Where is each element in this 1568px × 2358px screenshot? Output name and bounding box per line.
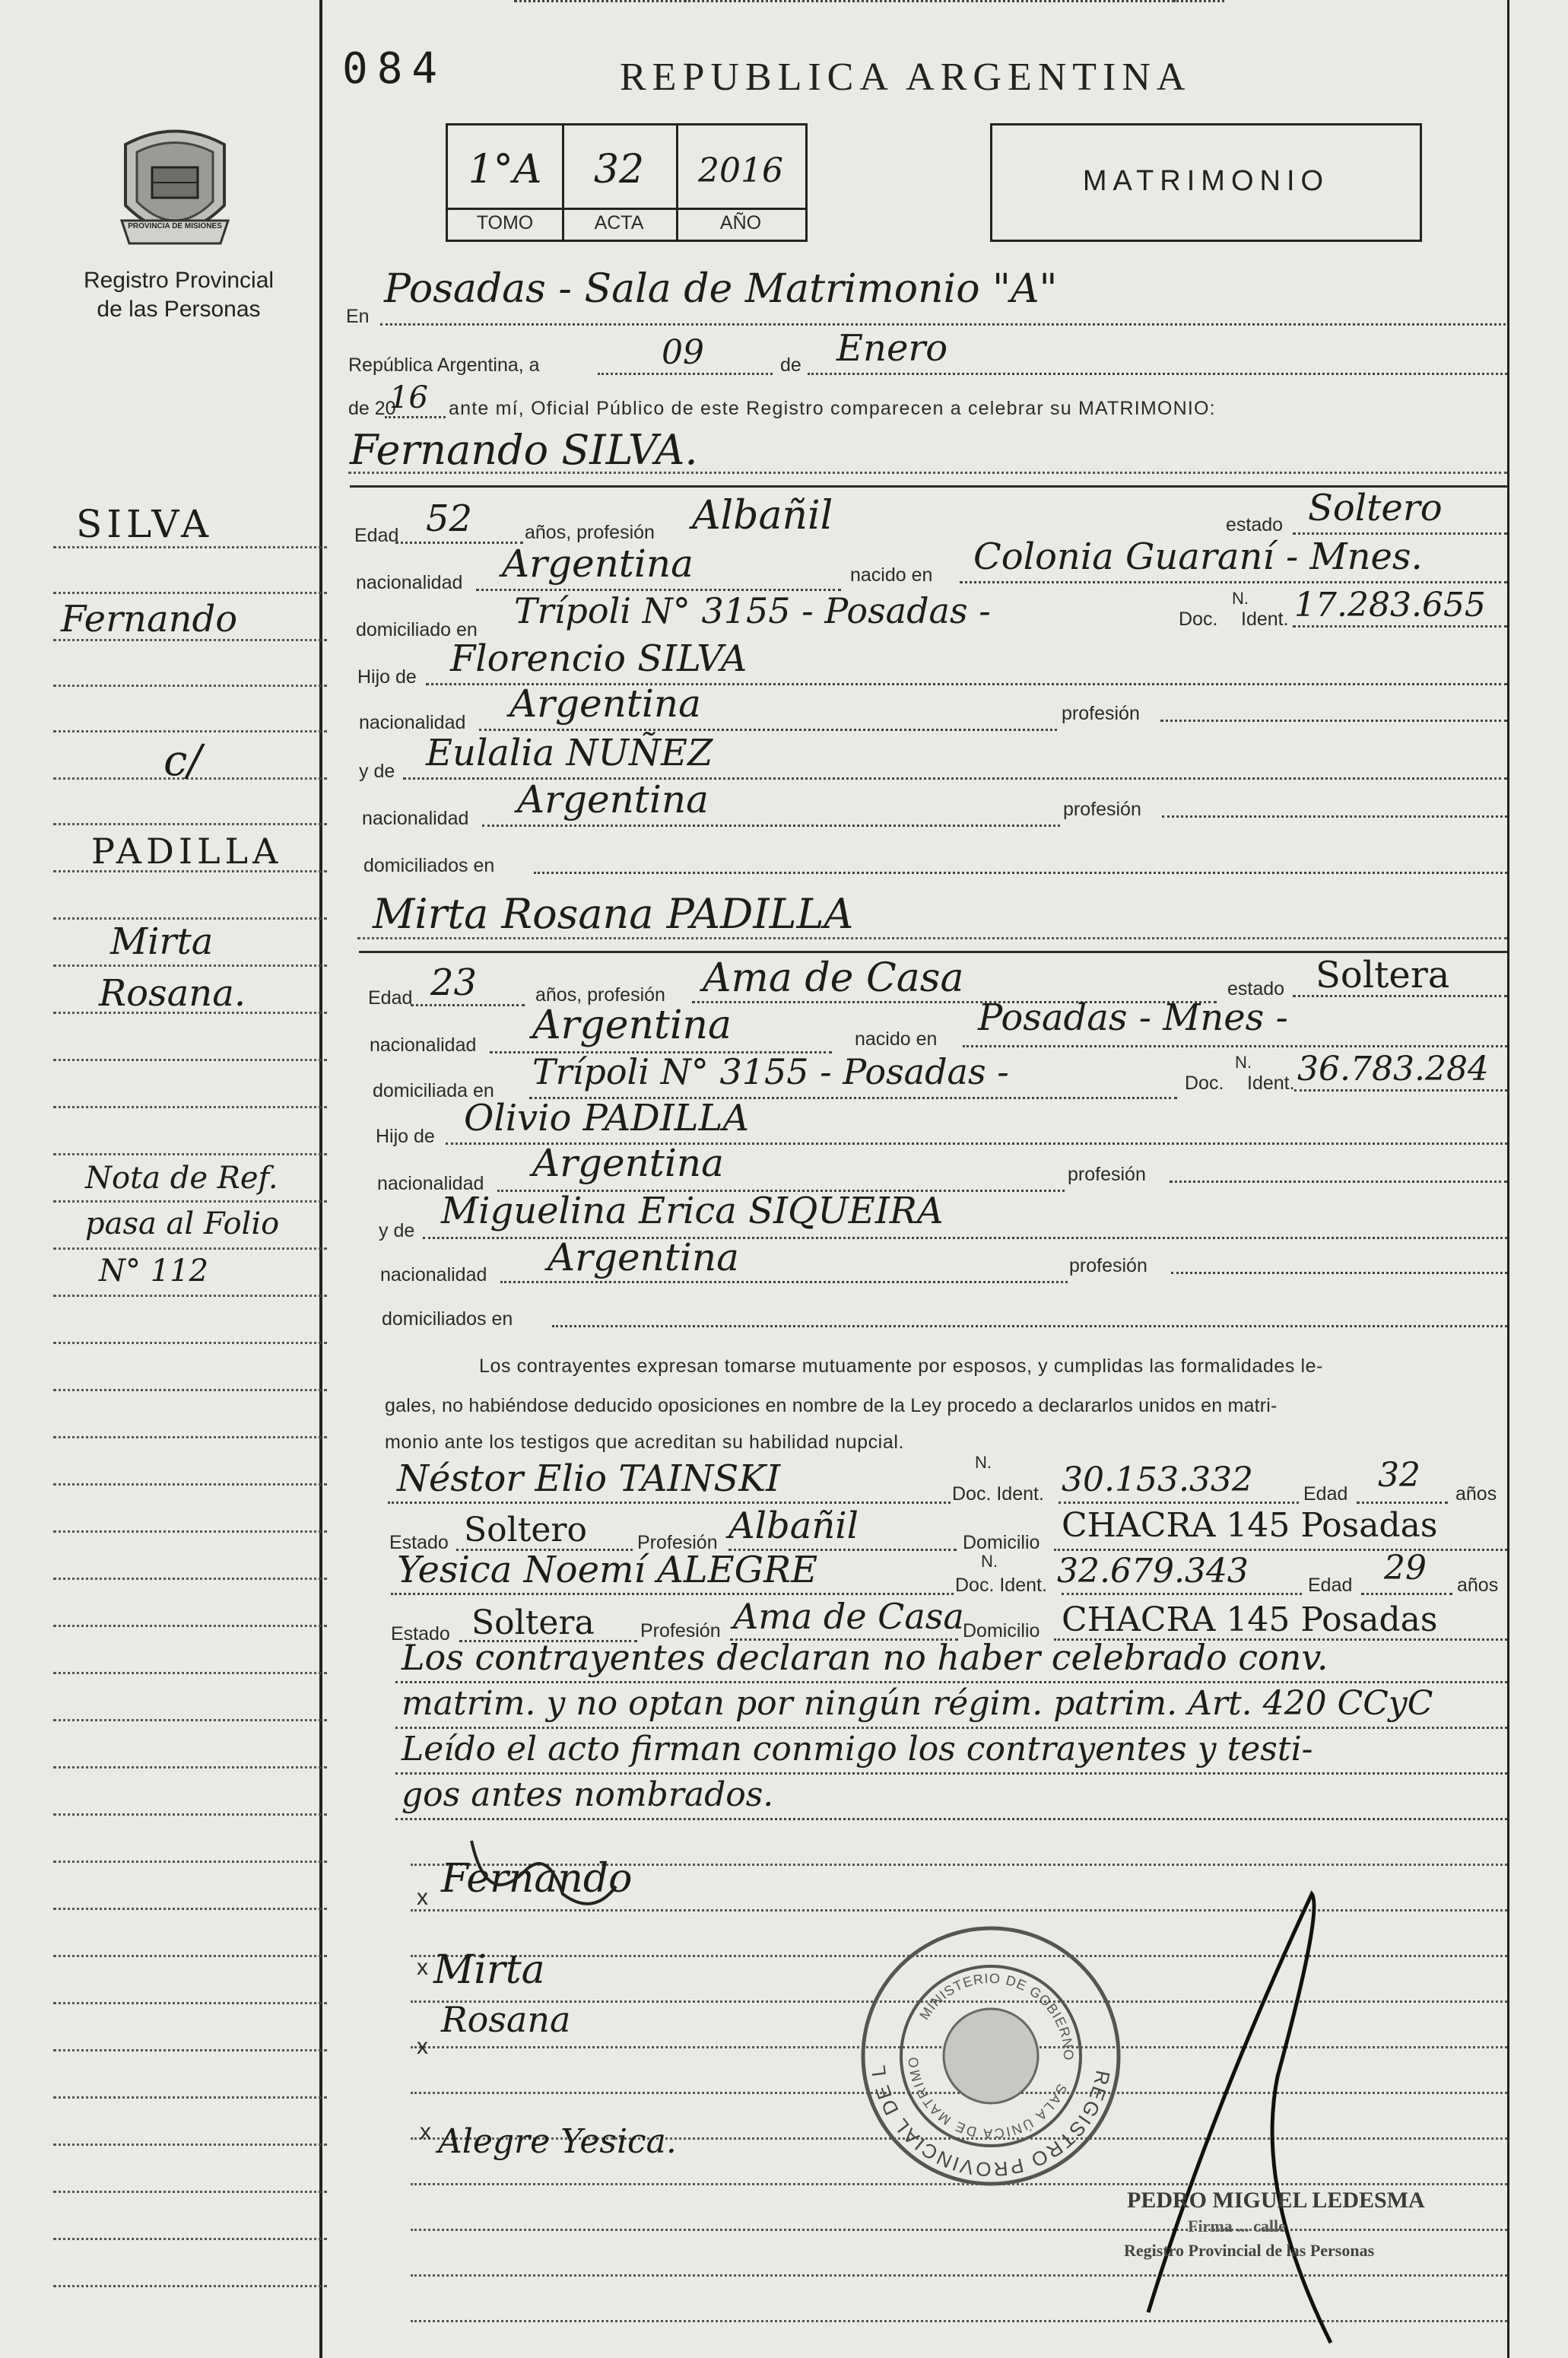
witness1-status: Soltero [464, 1511, 587, 1549]
bride-status-label: estado [1227, 978, 1285, 999]
registry-name-1: Registro Provincial [83, 268, 275, 293]
left-margin-line [319, 0, 322, 2358]
acta-value: 32 [593, 147, 645, 192]
groom-parents-domicile-label: domiciliados en [363, 855, 495, 876]
witness1-doc: 30.153.332 [1062, 1460, 1253, 1499]
margin-surname: SILVA [76, 502, 214, 546]
witness2-years-label: años [1457, 1575, 1499, 1596]
margin-note-2: pasa al Folio [85, 1206, 280, 1241]
bride-doc-number: 36.783.284 [1297, 1050, 1489, 1088]
groom-age: 52 [426, 497, 473, 540]
witness2-name: Yesica Noemí ALEGRE [397, 1549, 818, 1591]
official-name: PEDRO MIGUEL LEDESMA [1127, 2188, 1425, 2213]
sign-mark-4: x [420, 2119, 431, 2144]
anio-value: 2016 [698, 151, 783, 190]
groom-mother: Eulalia NUÑEZ [426, 732, 713, 774]
ceremony-day: 09 [662, 333, 704, 372]
margin-surname-2: PADILLA [91, 831, 283, 872]
margin-con: c/ [163, 736, 202, 786]
stamp-bottom-text: MINISTERIO DE GOBIERNO [916, 1970, 1077, 2061]
record-type-box [990, 123, 1422, 242]
margin-firstname: Fernando [61, 598, 238, 640]
signature-bride-2: Rosana [441, 1999, 571, 2040]
bride-status: Soltera [1316, 954, 1450, 996]
groom-doc-number: 17.283.655 [1294, 586, 1486, 624]
witness2-prof-label: Profesión [640, 1620, 721, 1641]
bride-birthplace: Posadas - Mnes - [978, 996, 1288, 1039]
groom-father: Florencio SILVA [450, 637, 747, 680]
bride-father: Olivio PADILLA [464, 1097, 750, 1139]
groom-father-prof-label: profesión [1062, 703, 1140, 724]
witness1-address-label: Domicilio [963, 1532, 1040, 1553]
witness1-age: 32 [1378, 1456, 1420, 1495]
bride-father-nat-label: nacionalidad [377, 1173, 484, 1194]
groom-full-name: Fernando SILVA. [350, 426, 698, 474]
bride-full-name: Mirta Rosana PADILLA [373, 890, 854, 938]
right-border-line [1507, 0, 1509, 2358]
witness1-years-label: años [1455, 1483, 1497, 1505]
bride-age: 23 [430, 961, 478, 1004]
tomo-value: 1°A [468, 147, 542, 192]
witness2-status-label: Estado [391, 1623, 450, 1645]
bride-father-label: Hijo de [376, 1126, 435, 1147]
witness1-num-sign: N. [975, 1453, 992, 1472]
witness2-profession: Ama de Casa [733, 1596, 964, 1637]
bride-years-prof-label: años, profesión [535, 984, 665, 1006]
groom-father-label: Hijo de [357, 666, 417, 688]
bride-domicile-label: domiciliada en [373, 1080, 494, 1101]
republica-label: República Argentina, a [348, 354, 540, 376]
year-prefix: de 20 [348, 398, 396, 419]
tomo-label: TOMO [476, 212, 534, 234]
witness2-age-label: Edad [1308, 1575, 1353, 1596]
note-line-2: matrim. y no optan por ningún régim. patrim. Art. 420 CCyC [402, 1684, 1433, 1723]
bride-ident-label: Ident. [1247, 1073, 1295, 1094]
registry-stamp [859, 1924, 1122, 2188]
witness1-doc-label: Doc. Ident. [952, 1483, 1044, 1505]
groom-domicile-label: domiciliado en [356, 619, 478, 640]
groom-years-prof-label: años, profesión [525, 522, 655, 543]
official-org: Registro Provincial de las Personas [1124, 2241, 1375, 2260]
bride-nationality: Argentina [532, 1003, 732, 1048]
stamp-ring-text: REGISTRO PROVINCIAL DE L [866, 2062, 1115, 2182]
appearance-statement: ante mí, Oficial Público de este Registro comparecen a celebrar su MATRIMONIO: [449, 398, 1216, 419]
witness2-address: CHACRA 145 Posadas [1062, 1600, 1438, 1639]
groom-mother-nat-label: nacionalidad [362, 808, 469, 829]
bride-address: Trípoli N° 3155 - Posadas - [532, 1051, 1009, 1092]
official-signature [1141, 1886, 1414, 2358]
stamp-inner-text: SALA ÚNICA DE MATRIMO [905, 2055, 1070, 2142]
bride-doc-label: Doc. [1185, 1073, 1224, 1094]
bride-mother-prof-label: profesión [1069, 1255, 1147, 1276]
record-type: MATRIMONIO [1082, 165, 1330, 197]
sign-mark-2: x [417, 1955, 428, 1980]
bride-profession: Ama de Casa [703, 955, 964, 1001]
groom-doc-label: Doc. [1179, 609, 1218, 630]
margin-firstname-3: Rosana. [99, 972, 246, 1015]
groom-father-nat-label: nacionalidad [359, 712, 466, 733]
acta-label: ACTA [594, 212, 644, 234]
note-line-1: Los contrayentes declaran no haber celebrado conv. [402, 1637, 1328, 1678]
country-title: REPUBLICA ARGENTINA [620, 56, 1192, 99]
bride-mother-nat-label: nacionalidad [380, 1264, 487, 1285]
groom-age-label: Edad [354, 525, 399, 546]
groom-nationality: Argentina [502, 542, 694, 586]
witness2-address-label: Domicilio [963, 1620, 1040, 1641]
margin-note-3: N° 112 [99, 1254, 209, 1289]
groom-birthplace: Colonia Guaraní - Mnes. [973, 535, 1423, 578]
sign-mark-1: x [417, 1885, 428, 1910]
registry-name-2: de las Personas [97, 297, 261, 322]
ceremony-place: Posadas - Sala de Matrimonio "A" [384, 266, 1058, 312]
witness2-doc: 32.679.343 [1057, 1552, 1249, 1591]
witness2-age: 29 [1384, 1549, 1427, 1587]
bride-mother-nationality: Argentina [548, 1235, 739, 1279]
sign-mark-3: x [417, 2034, 428, 2059]
witness1-address: CHACRA 145 Posadas [1062, 1506, 1438, 1545]
bride-parents-domicile-label: domiciliados en [382, 1308, 513, 1330]
groom-status: Soltero [1308, 487, 1443, 529]
note-line-3: Leído el acto firman conmigo los contrayentes y testi- [402, 1730, 1313, 1768]
anio-label: AÑO [719, 212, 762, 234]
formal-text-2: gales, no habiéndose deducido oposiciones en nombre de la Ley procedo a declararlos unidos en matri- [385, 1395, 1278, 1416]
witness1-prof-label: Profesión [637, 1532, 718, 1553]
witness1-status-label: Estado [389, 1532, 449, 1553]
official-role: Firma ... calle [1188, 2217, 1286, 2236]
margin-note-1: Nota de Ref. [85, 1161, 278, 1196]
groom-address: Trípoli N° 3155 - Posadas - [514, 590, 991, 631]
seal-text: PROVINCIA DE MISIONES [128, 222, 222, 230]
groom-born-label: nacido en [850, 564, 933, 586]
margin-firstname-2: Mirta [110, 920, 214, 963]
signature-witness: Alegre Yesica. [438, 2122, 677, 2161]
bride-father-nationality: Argentina [532, 1141, 724, 1185]
province-seal [114, 122, 236, 251]
groom-ident-label: Ident. [1241, 609, 1289, 630]
bride-mother-label: y de [379, 1220, 415, 1241]
formal-text-3: monio ante los testigos que acreditan su habilidad nupcial. [385, 1432, 905, 1453]
groom-mother-prof-label: profesión [1063, 799, 1141, 820]
witness2-doc-label: Doc. Ident. [955, 1575, 1047, 1596]
bride-num-sign: N. [1235, 1053, 1252, 1072]
groom-father-nationality: Argentina [509, 682, 701, 726]
record-id-box [446, 123, 808, 242]
document-number: 084 [342, 44, 447, 94]
bride-mother: Miguelina Erica SIQUEIRA [441, 1190, 944, 1232]
ceremony-month: Enero [836, 327, 948, 370]
witness1-age-label: Edad [1303, 1483, 1348, 1505]
groom-mother-nationality: Argentina [517, 777, 709, 821]
signature-groom-flourish [441, 1826, 624, 1924]
witness1-name: Néstor Elio TAINSKI [397, 1457, 781, 1500]
de-label: de [780, 354, 801, 376]
witness2-status: Soltera [471, 1603, 595, 1642]
signature-groom: Fernando [441, 1856, 633, 1902]
bride-father-prof-label: profesión [1068, 1164, 1146, 1185]
witness1-profession: Albañil [728, 1505, 859, 1547]
groom-mother-label: y de [359, 761, 395, 782]
bride-nationality-label: nacionalidad [370, 1034, 477, 1056]
groom-profession: Albañil [692, 493, 833, 539]
groom-nationality-label: nacionalidad [356, 572, 463, 593]
note-line-4: gos antes nombrados. [402, 1775, 774, 1814]
formal-text-1: Los contrayentes expresan tomarse mutuamente por esposos, y cumplidas las formalidades le- [479, 1355, 1324, 1377]
groom-status-label: estado [1226, 514, 1284, 535]
bride-born-label: nacido en [855, 1028, 938, 1050]
groom-num-sign: N. [1232, 589, 1249, 608]
ceremony-year: 16 [389, 380, 428, 415]
en-label: En [346, 306, 370, 327]
bride-age-label: Edad [368, 987, 413, 1009]
witness2-num-sign: N. [981, 1552, 998, 1571]
signature-bride-1: Mirta [433, 1947, 545, 1993]
